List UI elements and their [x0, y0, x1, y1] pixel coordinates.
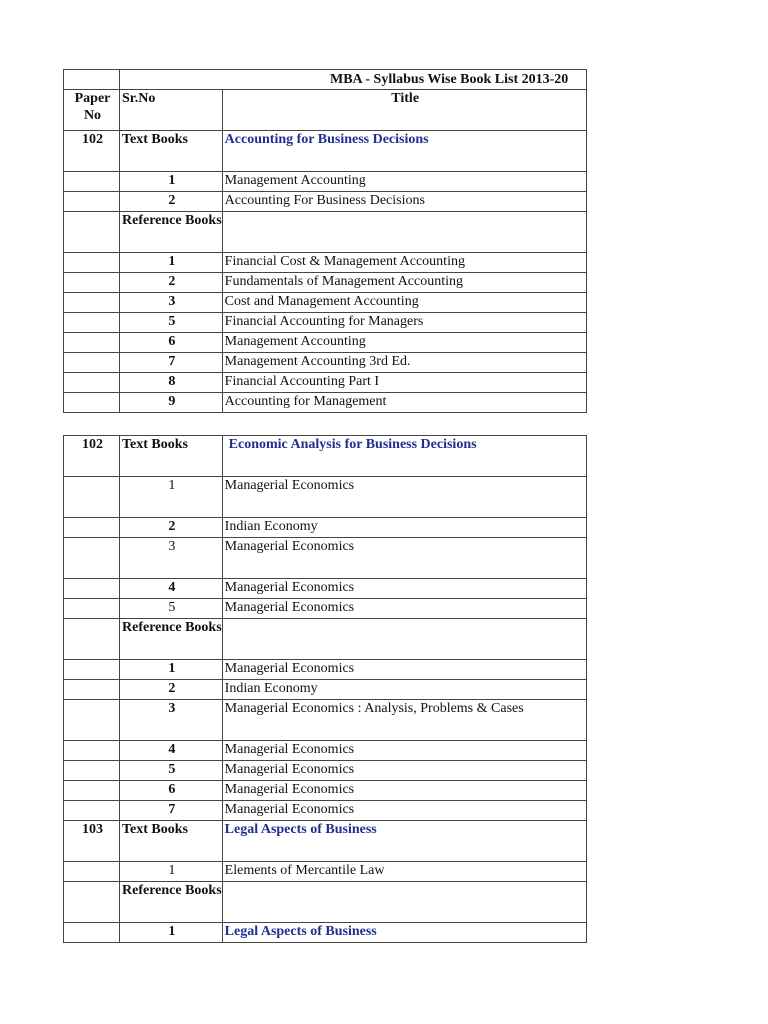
book-sr: 2	[120, 518, 223, 538]
book-sr: 7	[120, 353, 223, 373]
book-sr: 4	[120, 741, 223, 761]
book-sr: 3	[120, 293, 223, 313]
subject-title: Economic Analysis for Business Decisions	[222, 436, 586, 477]
book-sr: 7	[120, 801, 223, 821]
corner-cell	[64, 70, 120, 90]
book-title: Managerial Economics	[222, 579, 586, 599]
paper-number: 102	[64, 131, 120, 172]
book-sr: 1	[120, 253, 223, 273]
book-sr: 6	[120, 333, 223, 353]
book-title: Financial Cost & Management Accounting	[222, 253, 586, 273]
book-title: Managerial Economics : Analysis, Problems & Cases	[222, 700, 586, 741]
book-sr: 1	[120, 660, 223, 680]
header-title: Title	[222, 90, 586, 131]
paper-number: 103	[64, 821, 120, 862]
book-sr: 1	[120, 172, 223, 192]
book-sr: 4	[120, 579, 223, 599]
header-sr-no: Sr.No	[120, 90, 223, 131]
book-title: Managerial Economics	[222, 801, 586, 821]
book-sr: 9	[120, 393, 223, 413]
book-title: Accounting For Business Decisions	[222, 192, 586, 212]
book-sr: 8	[120, 373, 223, 393]
book-list-table-accounting	[63, 69, 587, 413]
subject-title: Accounting for Business Decisions	[222, 131, 586, 172]
book-sr: 1	[120, 477, 223, 518]
paper-number: 102	[64, 436, 120, 477]
book-sr: 3	[120, 538, 223, 579]
book-title: Managerial Economics	[222, 538, 586, 579]
reference-books-label: Reference Books	[120, 619, 223, 660]
text-books-label: Text Books	[120, 821, 223, 862]
sheet-title: MBA - Syllabus Wise Book List 2013-20	[330, 72, 569, 87]
book-list-table-economics-law	[63, 435, 587, 943]
book-title: Cost and Management Accounting	[222, 293, 586, 313]
book-title: Accounting for Management	[222, 393, 586, 413]
sheet-title-cell	[120, 70, 587, 90]
book-title: Management Accounting 3rd Ed.	[222, 353, 586, 373]
book-title: Indian Economy	[222, 518, 586, 538]
book-sr: 2	[120, 273, 223, 293]
book-sr: 5	[120, 313, 223, 333]
book-sr: 1	[120, 923, 223, 943]
book-title: Legal Aspects of Business	[222, 923, 586, 943]
book-title: Management Accounting	[222, 172, 586, 192]
book-title: Managerial Economics	[222, 599, 586, 619]
subject-title: Legal Aspects of Business	[222, 821, 586, 862]
book-title: Financial Accounting Part I	[222, 373, 586, 393]
book-sr: 5	[120, 761, 223, 781]
book-sr: 2	[120, 680, 223, 700]
reference-books-label: Reference Books	[120, 882, 223, 923]
text-books-label: Text Books	[120, 131, 223, 172]
book-title: Managerial Economics	[222, 761, 586, 781]
reference-books-label: Reference Books	[120, 212, 223, 253]
book-title: Fundamentals of Management Accounting	[222, 273, 586, 293]
book-sr: 6	[120, 781, 223, 801]
book-title: Managerial Economics	[222, 741, 586, 761]
book-sr: 2	[120, 192, 223, 212]
text-books-label: Text Books	[120, 436, 223, 477]
header-paper-no: Paper No	[64, 90, 120, 131]
book-title: Indian Economy	[222, 680, 586, 700]
book-sr: 5	[120, 599, 223, 619]
book-title: Management Accounting	[222, 333, 586, 353]
book-sr: 3	[120, 700, 223, 741]
book-title: Managerial Economics	[222, 781, 586, 801]
book-title: Financial Accounting for Managers	[222, 313, 586, 333]
book-sr: 1	[120, 862, 223, 882]
book-title: Elements of Mercantile Law	[222, 862, 586, 882]
book-title: Managerial Economics	[222, 660, 586, 680]
book-title: Managerial Economics	[222, 477, 586, 518]
